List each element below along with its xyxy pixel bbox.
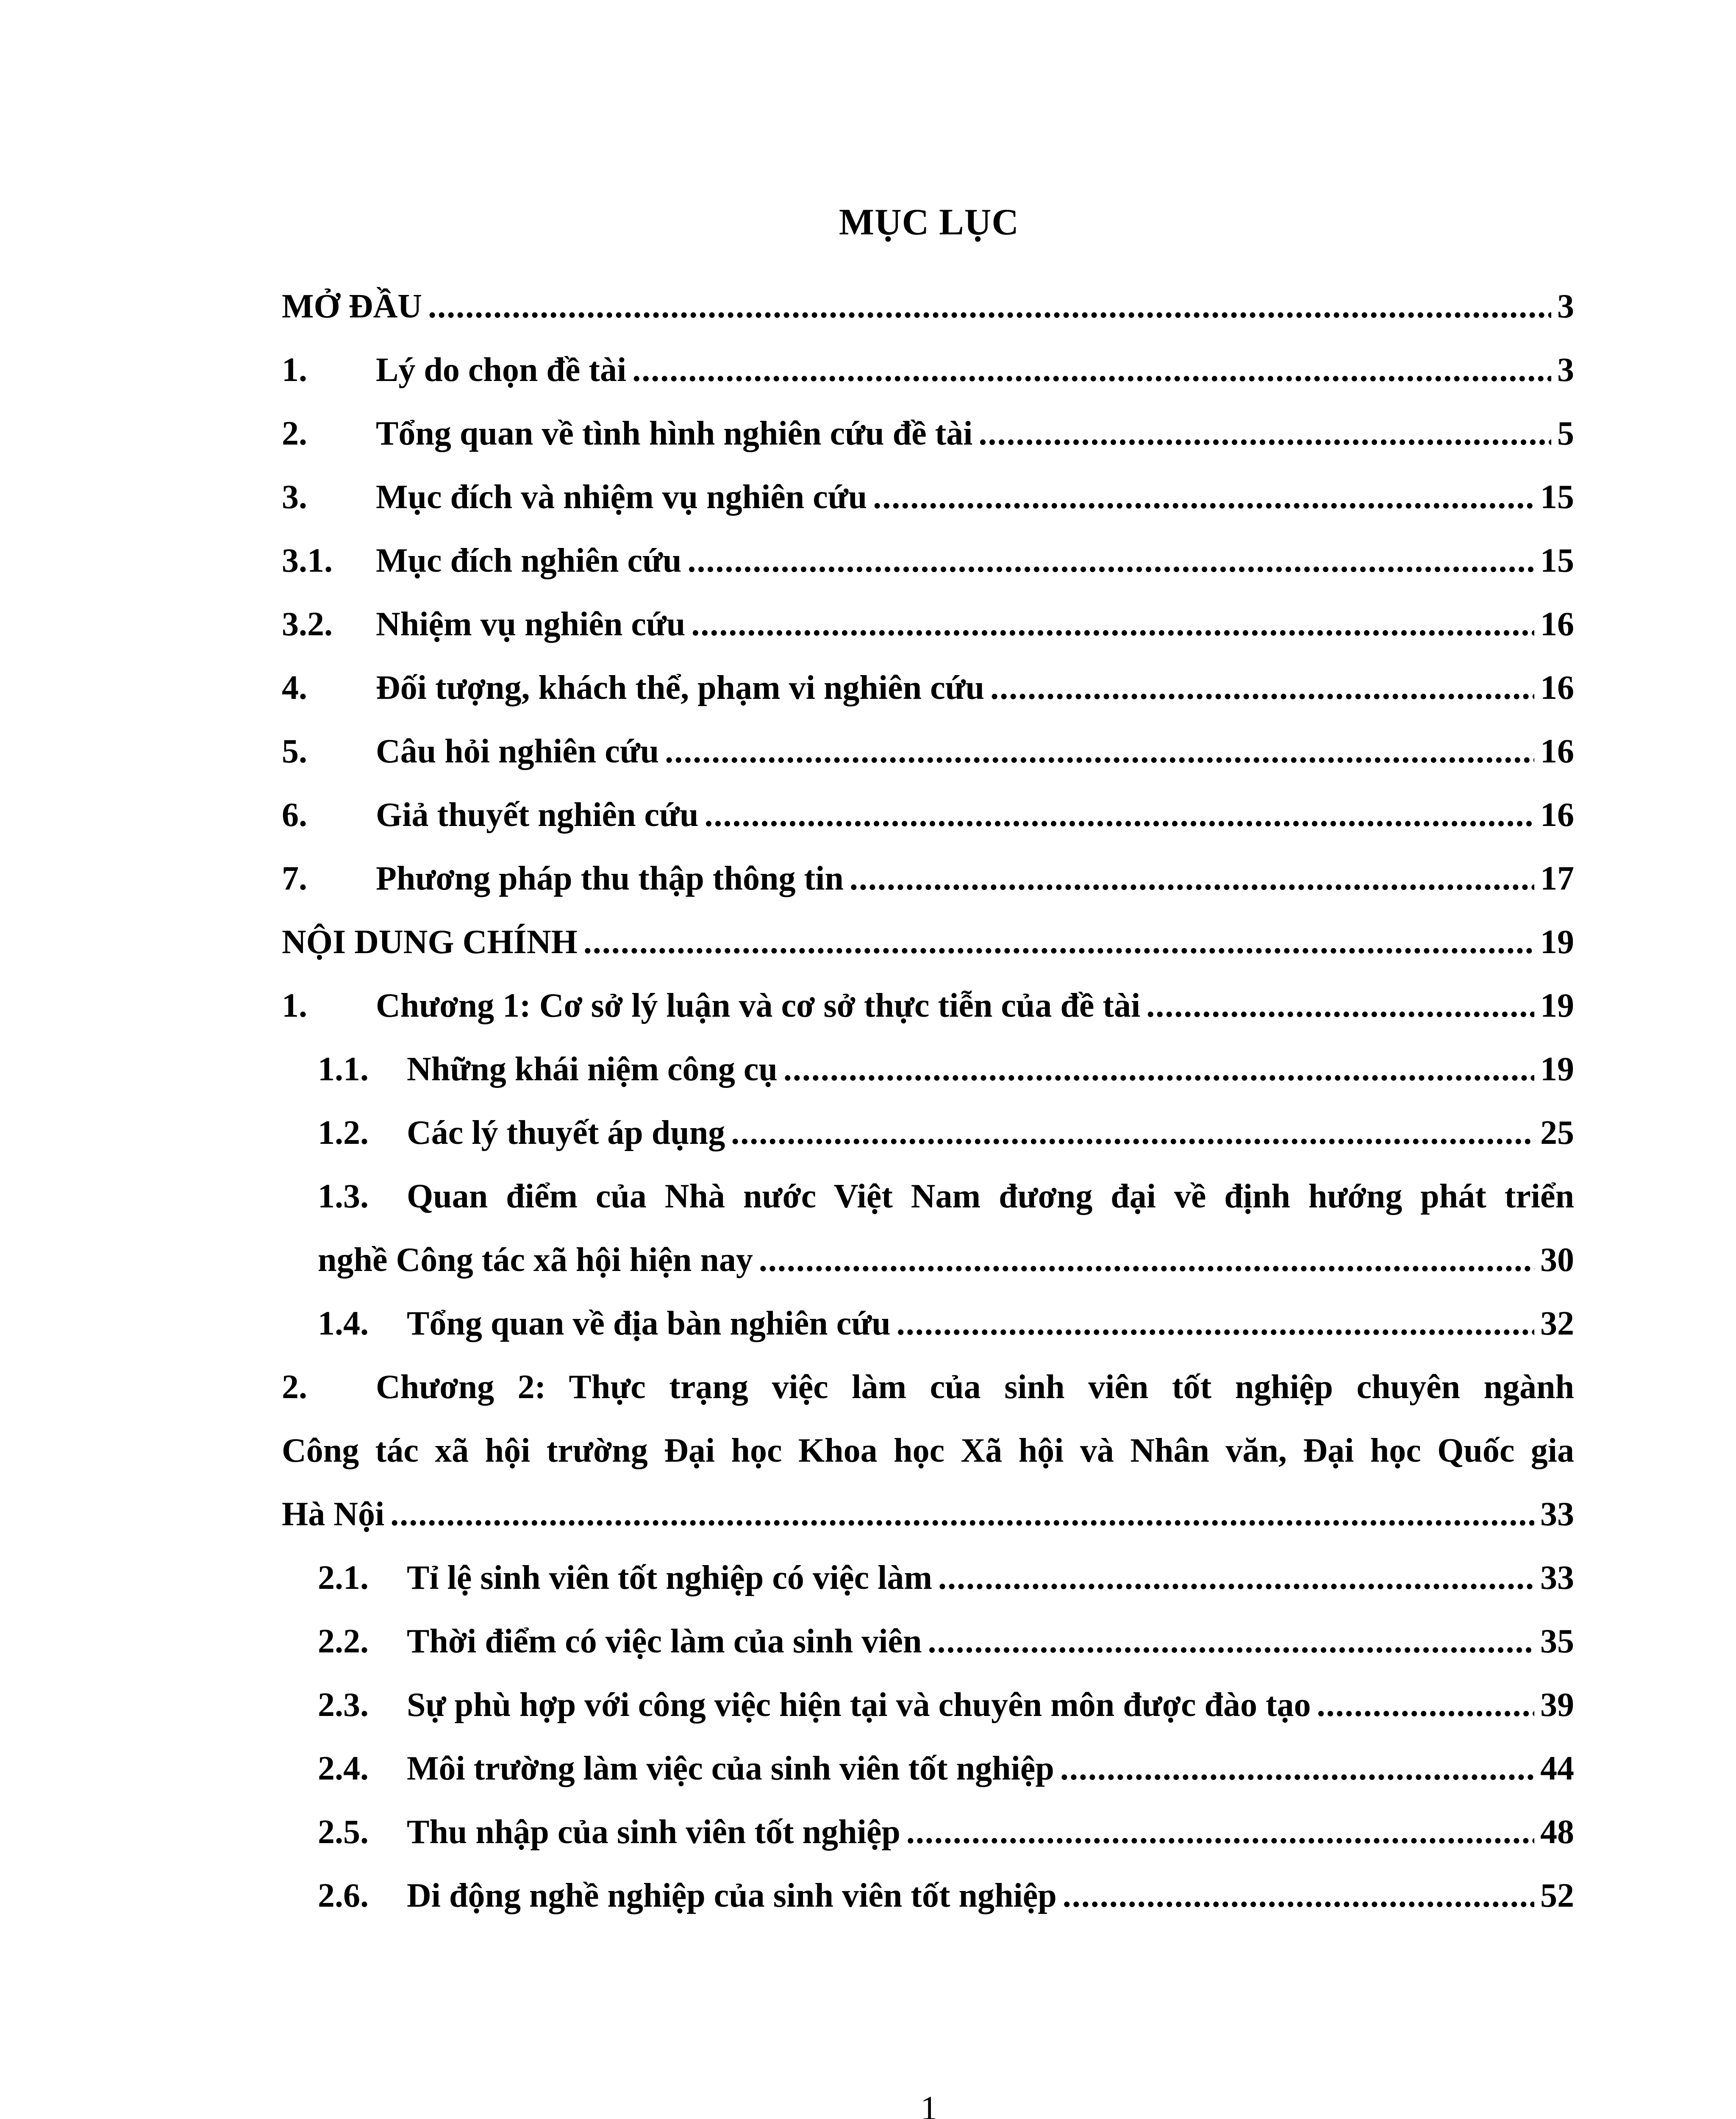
toc-entry-page: 3 (1557, 288, 1574, 325)
toc-leader-dots (704, 794, 1534, 836)
toc-entry-text: Tổng quan về tình hình nghiên cứu đề tài (376, 415, 973, 452)
toc-entry-number: 1.4. (318, 1305, 369, 1342)
toc-entry-page: 5 (1557, 415, 1574, 452)
toc-line (282, 667, 1574, 709)
toc-leader-dots (873, 476, 1534, 518)
toc-line (282, 1493, 1574, 1535)
toc-leader-dots (632, 349, 1551, 391)
toc-leader-dots (1063, 1874, 1534, 1917)
toc-line (282, 1239, 1574, 1281)
toc-line (282, 1747, 1574, 1790)
toc-entry-number: 6. (282, 796, 307, 834)
toc-entry-text: Sự phù hợp với công việc hiện tại và chuyên môn được đào tạo (407, 1686, 1311, 1724)
toc-line (282, 349, 1574, 391)
toc-entry-number: 1. (282, 351, 307, 389)
toc-entry-text: Môi trường làm việc của sinh viên tốt nghiệp (407, 1750, 1054, 1787)
toc-leader-dots (691, 603, 1534, 645)
toc-entry-text: Mục đích và nhiệm vụ nghiên cứu (376, 478, 867, 516)
toc-entry-page: 16 (1540, 733, 1574, 770)
toc-leader-dots (938, 1557, 1534, 1599)
toc-entry-number: 1.3. (318, 1178, 369, 1215)
toc-entry-page: 33 (1540, 1559, 1574, 1596)
toc-entry-text: Mục đích nghiên cứu (376, 542, 682, 579)
toc-entry-number: 3.2. (282, 606, 333, 643)
toc-entry-text: Các lý thuyết áp dụng (407, 1114, 725, 1151)
toc-leader-dots (1146, 984, 1534, 1027)
toc-entry-text: Chương 2: Thực trạng việc làm của sinh viên tốt nghiệp chuyên ngành (376, 1368, 1574, 1406)
toc-entry-text: Giả thuyết nghiên cứu (376, 796, 699, 834)
toc-line (282, 1557, 1574, 1599)
toc-line (282, 1811, 1574, 1853)
toc-entry-number: 2.3. (318, 1686, 369, 1724)
toc-entry-number: 3.1. (282, 542, 333, 579)
toc-leader-dots (390, 1493, 1534, 1535)
toc-line (282, 285, 1574, 328)
toc-line (282, 412, 1574, 455)
toc-entry-number: 5. (282, 733, 307, 770)
toc-entry-page: 16 (1540, 606, 1574, 643)
toc-leader-dots (428, 285, 1551, 328)
toc-line (282, 1429, 1574, 1472)
toc-entry-text: Tỉ lệ sinh viên tốt nghiệp có việc làm (407, 1559, 932, 1596)
toc-leader-dots (731, 1112, 1534, 1154)
toc-entry-number: 2.2. (318, 1623, 369, 1660)
toc-entry-number: 2. (282, 1368, 307, 1406)
toc-entry-page: 15 (1540, 542, 1574, 579)
toc-entry-text: Hà Nội (282, 1496, 385, 1533)
toc-entry-text: Những khái niệm công cụ (407, 1051, 778, 1088)
toc-entry-text: Công tác xã hội trường Đại học Khoa học Xã hội và Nhân văn, Đại học Quốc gia (282, 1432, 1574, 1469)
toc-line (282, 730, 1574, 773)
toc-line (282, 476, 1574, 518)
toc-entry-text: Phương pháp thu thập thông tin (376, 860, 844, 897)
toc-leader-dots (850, 857, 1534, 900)
toc-entry-page: 39 (1540, 1686, 1574, 1724)
toc-entry-page: 32 (1540, 1305, 1574, 1342)
toc-entry-text: Nhiệm vụ nghiên cứu (376, 606, 686, 643)
toc-entry-text: Tổng quan về địa bàn nghiên cứu (407, 1305, 891, 1342)
toc-entry-number: 2.1. (318, 1559, 369, 1596)
toc-entry-page: 19 (1540, 923, 1574, 961)
toc-leader-dots (978, 412, 1551, 455)
toc-entry-number: 2.5. (318, 1813, 369, 1851)
toc-leader-dots (759, 1239, 1534, 1281)
toc-line (282, 1048, 1574, 1090)
toc-line (282, 1620, 1574, 1663)
toc-entry-text: Lý do chọn đề tài (376, 351, 627, 389)
toc-line (282, 1112, 1574, 1154)
toc-entry-number: 4. (282, 669, 307, 706)
toc-entry-number: 3. (282, 478, 307, 516)
toc-entry-text: nghề Công tác xã hội hiện nay (318, 1241, 753, 1279)
toc-entry-text: Thời điểm có việc làm của sinh viên (407, 1623, 922, 1660)
toc-line (282, 1684, 1574, 1726)
toc-line (282, 1366, 1574, 1408)
toc-entry-number: 1. (282, 987, 307, 1024)
toc-leader-dots (665, 730, 1534, 773)
page-number: 1 (920, 2090, 938, 2119)
toc-line (282, 921, 1574, 963)
toc-entry-text: Chương 1: Cơ sở lý luận và cơ sở thực tiễn của đề tài (376, 987, 1141, 1024)
toc-entry-page: 33 (1540, 1496, 1574, 1533)
toc-entry-page: 19 (1540, 987, 1574, 1024)
toc-entry-number: 2.6. (318, 1877, 369, 1914)
toc-line (282, 857, 1574, 900)
toc-entry-number: 2. (282, 415, 307, 452)
toc-entry-text: MỞ ĐẦU (282, 288, 422, 325)
toc-entry-number: 1.1. (318, 1051, 369, 1088)
toc-leader-dots (1317, 1684, 1534, 1726)
toc-entry-page: 44 (1540, 1750, 1574, 1787)
toc-entry-page: 17 (1540, 860, 1574, 897)
toc-entry-page: 25 (1540, 1114, 1574, 1151)
toc-entry-page: 16 (1540, 796, 1574, 834)
toc-entry-page: 35 (1540, 1623, 1574, 1660)
toc-entry-page: 48 (1540, 1813, 1574, 1851)
toc-entry-page: 16 (1540, 669, 1574, 706)
toc-line (282, 603, 1574, 645)
toc-leader-dots (928, 1620, 1534, 1663)
toc-entry-page: 52 (1540, 1877, 1574, 1914)
toc-leader-dots (990, 667, 1534, 709)
toc-entry-text: NỘI DUNG CHÍNH (282, 923, 578, 961)
toc-entry-number: 1.2. (318, 1114, 369, 1151)
toc-line (282, 794, 1574, 836)
toc-entry-page: 3 (1557, 351, 1574, 389)
toc-entry-number: 7. (282, 860, 307, 897)
toc-line (282, 1175, 1574, 1218)
toc-entry-page: 30 (1540, 1241, 1574, 1279)
toc-leader-dots (583, 921, 1534, 963)
toc-leader-dots (1060, 1747, 1534, 1790)
toc-entry-text: Thu nhập của sinh viên tốt nghiệp (407, 1813, 900, 1851)
toc-entry-text: Di động nghề nghiệp của sinh viên tốt nghiệp (407, 1877, 1057, 1914)
toc-leader-dots (687, 539, 1534, 582)
toc-entry-text: Quan điểm của Nhà nước Việt Nam đương đại về định hướng phát triển (407, 1178, 1574, 1215)
toc-entry-text: Câu hỏi nghiên cứu (376, 733, 659, 770)
toc-entry-text: Đối tượng, khách thể, phạm vi nghiên cứu (376, 669, 985, 706)
toc-line (282, 984, 1574, 1027)
toc-line (282, 539, 1574, 582)
toc-leader-dots (783, 1048, 1534, 1090)
toc-entry-number: 2.4. (318, 1750, 369, 1787)
toc-title: MỤC LỤC (839, 202, 1019, 243)
toc-entry-page: 15 (1540, 478, 1574, 516)
toc-entry-page: 19 (1540, 1051, 1574, 1088)
toc-leader-dots (906, 1811, 1534, 1853)
toc-line (282, 1302, 1574, 1345)
toc-leader-dots (897, 1302, 1534, 1345)
toc-line (282, 1874, 1574, 1917)
